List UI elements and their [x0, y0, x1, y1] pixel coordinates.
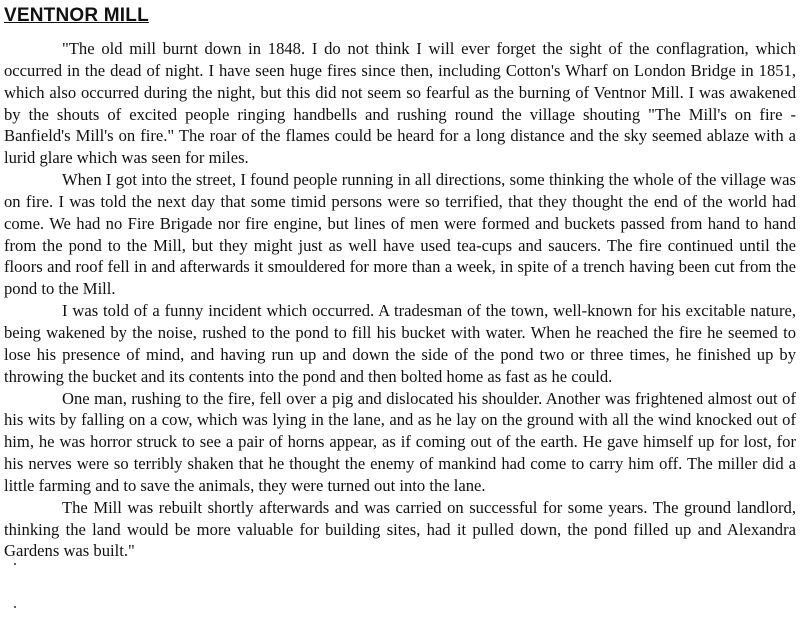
paragraph-1: "The old mill burnt down in 1848. I do not think I will ever forget the sight of the conflagration, which occurred in the dead of night. I have seen huge fires since then, including Cotton's Wharf on London Bridge in 1851, which also occurred during the night, but this did not seem so fearful as the burning of Ventnor Mill. I was awakened by the shouts of excited people ringing handbells and rushing round the village shouting "The Mill's on fire - Banfield's Mill's on fire." The roar of the flames could be heard for a long distance and the sky seemed ablaze with a lurid glare which was seen for miles. — [4, 39, 796, 168]
document-title: VENTNOR MILL — [4, 5, 149, 26]
document-body — [4, 38, 796, 562]
scan-speck — [14, 606, 16, 608]
scan-speck — [14, 563, 16, 565]
paragraph-5: The Mill was rebuilt shortly afterwards and was carried on successful for some years. The ground landlord, thinking the land would be more valuable for building sites, had it pulled down, the pond filled up and Alexandra Gardens was built." — [4, 497, 796, 561]
paragraph-3: I was told of a funny incident which occurred. A tradesman of the town, well-known for his excitable nature, being wakened by the noise, rushed to the pond to fill his bucket with water. When he reached the fire he seemed to lose his presence of mind, and having run up and down the side of the pond two or three times, he finished up by throwing the bucket and its contents into the pond and then bolted home as fast as he could. — [4, 301, 796, 386]
paragraph-4: One man, rushing to the fire, fell over a pig and dislocated his shoulder. Another was frightened almost out of his wits by falling on a cow, which was lying in the lane, and as he lay on the ground with all the wind knocked out of him, he was horror struck to see a pair of horns appear, as if coming out of the earth. He gave himself up for lost, for his nerves were so terribly shaken that he thought the enemy of mankind had come to carry him off. The miller did a little farming and to save the animals, they were turned out into the lane. — [4, 388, 796, 495]
paragraph-2: When I got into the street, I found people running in all directions, some thinking the whole of the village was on fire. I was told the next day that some timid persons were so terrified, that they thought the end of the world had come. We had no Fire Brigade nor fire engine, but lines of men were formed and buckets passed from hand to hand from the pond to the Mill, but they might just as well have used tea-cups and saucers. The fire continued until the floors and roof fell in and afterwards it smouldered for more than a week, in spite of a trench having been cut from the pond to the Mill. — [4, 170, 796, 299]
